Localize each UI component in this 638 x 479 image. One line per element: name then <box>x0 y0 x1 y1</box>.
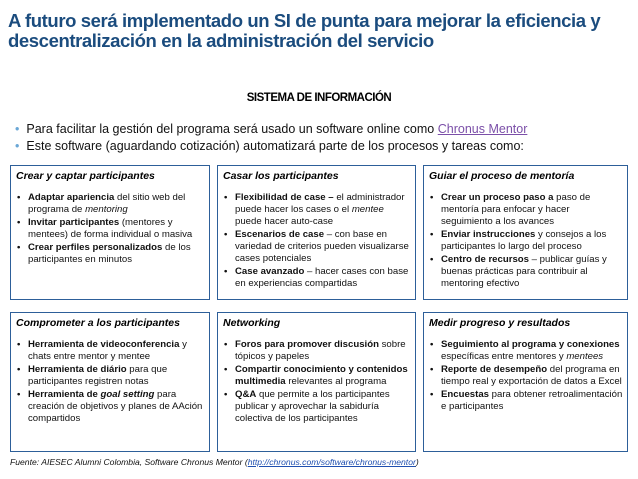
list-item: • Encuestas para obtener retroalimentación e participantes <box>429 389 623 413</box>
box-list <box>429 192 623 290</box>
box-title: Guiar el proceso de mentoría <box>429 170 575 182</box>
box-networking <box>217 312 416 452</box>
footer-link[interactable]: http://chronus.com/software/chronus-mentor <box>247 457 416 467</box>
list-item: • Crear un proceso paso a paso de mentoría para enfocar y hacer seguimiento a los avances <box>429 192 623 228</box>
box-casar <box>217 165 416 300</box>
list-item: • Herramienta de diário para que participantes registren notas <box>16 364 205 388</box>
box-crear-captar <box>10 165 210 300</box>
box-title: Networking <box>223 317 281 329</box>
box-list <box>429 339 623 413</box>
list-item: • Crear perfiles personalizados de los participantes en minutos <box>16 242 205 266</box>
list-item: • Herramienta de goal setting para creación de objetivos y planes de AAción compartidos <box>16 389 205 425</box>
list-item: • Centro de recursos – publicar guías y buenas prácticas para contribuir al mentoring efectivo <box>429 254 623 290</box>
box-title: Crear y captar participantes <box>16 170 155 182</box>
box-list <box>223 339 411 425</box>
chronus-mentor-link[interactable]: Chronus Mentor <box>437 122 528 136</box>
list-item: • Escenarios de case – con base en variedad de criterios pueden visualizarse cases potenciales <box>223 229 411 265</box>
source-footer <box>10 457 419 467</box>
list-item: • Herramienta de videoconferencia y chats entre mentor y mentee <box>16 339 205 363</box>
list-item: • Compartir conocimiento y contenidos multimedia relevantes al programa <box>223 364 411 388</box>
box-title: Medir progreso y resultados <box>429 317 571 329</box>
list-item: • Seguimiento al programa y conexiones específicas entre mentores y mentees <box>429 339 623 363</box>
intro-bullet-1-text: Para facilitar la gestión del programa será usado un software online como <box>26 122 438 136</box>
slide-title: A futuro será implementado un SI de punta para mejorar la eficiencia y descentralización en la administración del servicio <box>8 10 601 51</box>
list-item: • Reporte de desempeño del programa en tiempo real y exportación de datos a Excel <box>429 364 623 388</box>
intro-bullet-1 <box>15 121 630 138</box>
list-item: • Invitar participantes (mentores y mentees) de forma individual o masiva <box>16 217 205 241</box>
section-header: SISTEMA DE INFORMACIÓN <box>246 92 392 104</box>
intro-bullet-2 <box>15 138 630 155</box>
list-item: • Foros para promover discusión sobre tópicos y papeles <box>223 339 411 363</box>
bullet-icon: • <box>15 139 20 153</box>
box-medir <box>423 312 628 452</box>
intro-bullet-2-text: Este software (aguardando cotización) automatizará parte de los procesos y tareas como: <box>26 139 524 153</box>
box-list <box>16 192 205 266</box>
tasks-grid <box>10 165 628 452</box>
box-comprometer <box>10 312 210 452</box>
list-item: • Adaptar apariencia del sitio web del programa de mentoring <box>16 192 205 216</box>
box-list <box>16 339 205 425</box>
box-title: Casar los participantes <box>223 170 339 182</box>
footer-text: Fuente: AIESEC Alumni Colombia, Software Chronus Mentor ( <box>10 457 248 467</box>
footer-end: ) <box>415 457 419 467</box>
list-item: • Enviar instrucciones y consejos a los participantes lo largo del proceso <box>429 229 623 253</box>
intro-bullets <box>15 121 630 155</box>
list-item: • Q&A que permite a los participantes publicar y aprovechar la sabiduría colectiva de los participantes <box>223 389 411 425</box>
list-item: • Case avanzado – hacer cases con base en experiencias compartidas <box>223 266 411 290</box>
box-list <box>223 192 411 290</box>
bullet-icon: • <box>15 122 20 136</box>
box-title: Comprometer a los participantes <box>16 317 180 329</box>
box-guiar <box>423 165 628 300</box>
list-item: • Flexibilidad de case – el administrador puede hacer los cases o el mentee puede hacer auto-case <box>223 192 411 228</box>
